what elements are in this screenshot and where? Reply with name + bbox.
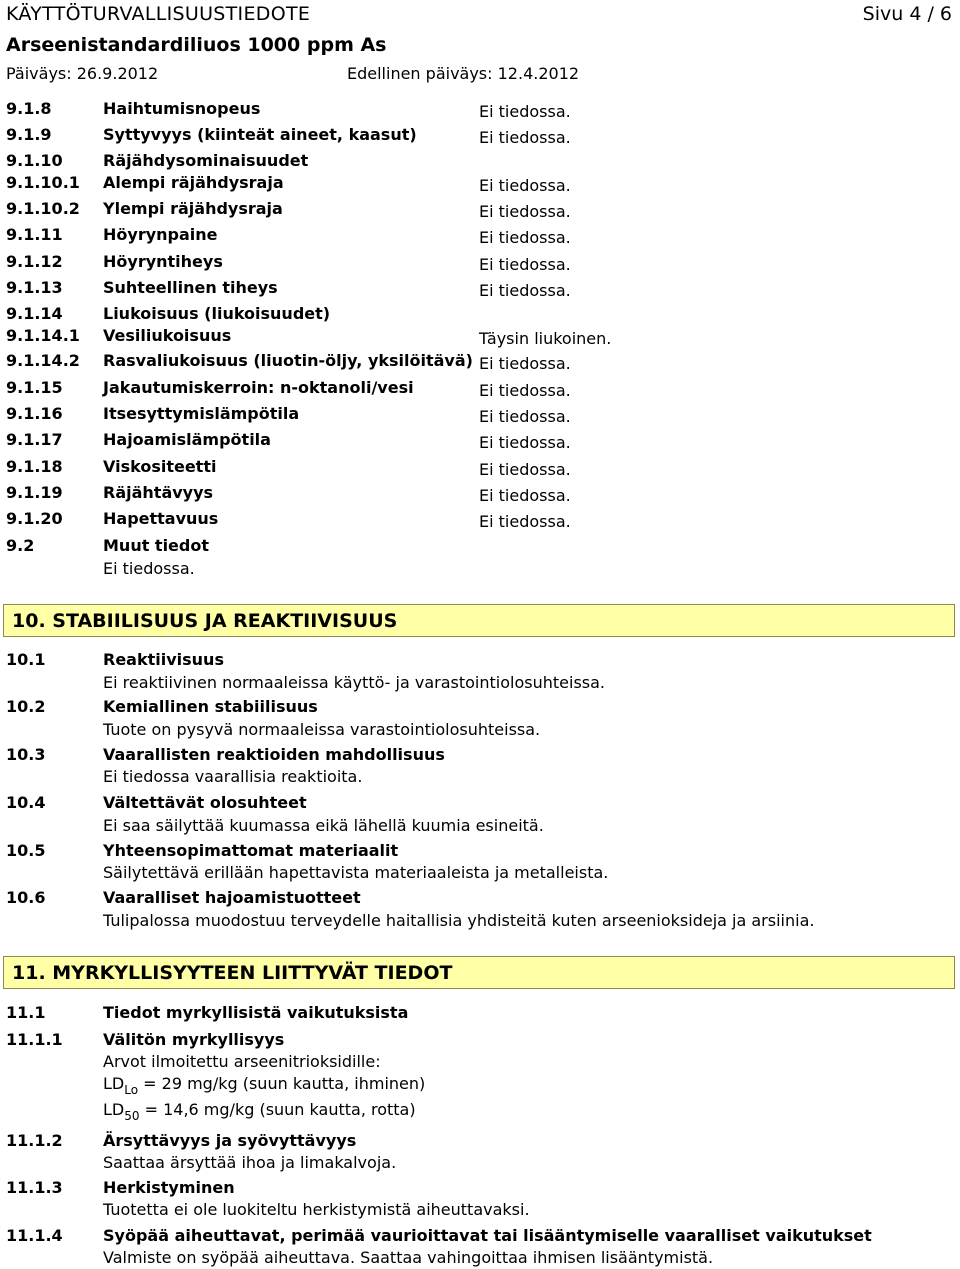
property-label: Hapettavuus: [103, 509, 219, 528]
property-row: [0, 173, 960, 197]
section-11-heading: [3, 956, 955, 989]
property-number: 9.1.18: [6, 457, 63, 476]
subsection-label: Tiedot myrkyllisistä vaikutuksista: [103, 1003, 409, 1022]
ld50-value: [103, 1100, 416, 1123]
subsection-number: 10.4: [6, 793, 46, 812]
property-value: Ei tiedossa.: [479, 354, 571, 373]
property-number: 9.1.12: [6, 252, 63, 271]
subsection-number: 11.1: [6, 1003, 46, 1022]
property-row: [0, 351, 960, 375]
property-row: [0, 99, 960, 123]
property-number: 9.1.8: [6, 99, 52, 118]
property-label: Höyrynpaine: [103, 225, 218, 244]
subsection-row: [0, 745, 960, 769]
subsection-text: Saattaa ärsyttää ihoa ja limakalvoja.: [103, 1153, 397, 1172]
property-row: [0, 536, 960, 560]
property-row: [0, 430, 960, 454]
property-label: Alempi räjähdysraja: [103, 173, 284, 192]
property-number: 9.1.19: [6, 483, 63, 502]
property-number: 9.1.20: [6, 509, 63, 528]
property-label: Vesiliukoisuus: [103, 326, 232, 345]
subsection-number: 11.1.1: [6, 1030, 63, 1049]
subsection-number: 10.3: [6, 745, 46, 764]
property-row: [0, 378, 960, 402]
subsection-text: Valmiste on syöpää aiheuttava. Saattaa vahingoittaa ihmisen lisääntymistä.: [103, 1248, 714, 1267]
property-number: 9.1.10.1: [6, 173, 80, 192]
subsection-row: [0, 1030, 960, 1054]
property-label: Haihtumisnopeus: [103, 99, 261, 118]
property-label: Suhteellinen tiheys: [103, 278, 278, 297]
property-label: Itsesyttymislämpötila: [103, 404, 300, 423]
property-value: Ei tiedossa.: [479, 176, 571, 195]
property-row: [0, 326, 960, 350]
property-label: Räjähtävyys: [103, 483, 214, 502]
ldlo-subscript: Lo: [124, 1083, 139, 1097]
property-number: 9.1.14.2: [6, 351, 80, 370]
property-value: Ei tiedossa.: [479, 486, 571, 505]
ld50-subscript: 50: [124, 1109, 140, 1123]
property-number: 9.1.14: [6, 304, 63, 323]
section-10-title: 10. STABIILISUUS JA REAKTIIVISUUS: [12, 610, 398, 632]
subsection-row: [0, 1178, 960, 1202]
subsection-label: Reaktiivisuus: [103, 650, 224, 669]
property-value: Ei tiedossa.: [479, 381, 571, 400]
subsection-text: Tuotetta ei ole luokiteltu herkistymistä aiheuttavaksi.: [103, 1200, 530, 1219]
subsection-label: Syöpää aiheuttavat, perimää vaurioittavat tai lisääntymiselle vaaralliset vaikutukset: [103, 1226, 872, 1245]
property-value: Ei tiedossa.: [479, 228, 571, 247]
subsection-text: Tuote on pysyvä normaaleissa varastointiolosuhteissa.: [103, 720, 541, 739]
property-label: Jakautumiskerroin: n-oktanoli/vesi: [103, 378, 414, 397]
subsection-text: Ei tiedossa vaarallisia reaktioita.: [103, 767, 363, 786]
ldlo-text: = 29 mg/kg (suun kautta, ihminen): [138, 1074, 426, 1093]
product-name: Arseenistandardiliuos 1000 ppm As: [6, 34, 387, 56]
property-value: Ei tiedossa.: [479, 102, 571, 121]
ld-prefix: LD: [103, 1074, 125, 1093]
subsection-row: [0, 841, 960, 865]
other-info-text: Ei tiedossa.: [103, 559, 195, 578]
subsection-label: Välitön myrkyllisyys: [103, 1030, 285, 1049]
section-10-heading: [3, 604, 955, 637]
property-label: Muut tiedot: [103, 536, 209, 555]
toxicity-intro: Arvot ilmoitettu arseenitrioksidille:: [103, 1052, 381, 1071]
property-number: 9.1.10: [6, 151, 63, 170]
property-value: Täysin liukoinen.: [479, 329, 612, 348]
property-number: 9.1.17: [6, 430, 63, 449]
subsection-number: 11.1.2: [6, 1131, 63, 1150]
subsection-text: Säilytettävä erillään hapettavista materiaaleista ja metalleista.: [103, 863, 609, 882]
property-value: Ei tiedossa.: [479, 255, 571, 274]
ldlo-value: [103, 1074, 426, 1097]
subsection-text: Ei saa säilyttää kuumassa eikä lähellä kuumia esineitä.: [103, 816, 544, 835]
ld50-text: = 14,6 mg/kg (suun kautta, rotta): [139, 1100, 416, 1119]
subsection-number: 10.6: [6, 888, 46, 907]
property-label: Rasvaliukoisuus (liuotin-öljy, yksilöitävä): [103, 351, 473, 370]
property-row: [0, 151, 960, 175]
page-number: Sivu 4 / 6: [862, 3, 952, 25]
subsection-row: [0, 1003, 960, 1027]
property-number: 9.2: [6, 536, 35, 555]
property-label: Ylempi räjähdysraja: [103, 199, 283, 218]
property-label: Viskositeetti: [103, 457, 217, 476]
subsection-row: [0, 888, 960, 912]
property-row: [0, 125, 960, 149]
subsection-label: Vaarallisten reaktioiden mahdollisuus: [103, 745, 445, 764]
property-number: 9.1.10.2: [6, 199, 80, 218]
property-row: [0, 278, 960, 302]
subsection-number: 10.2: [6, 697, 46, 716]
subsection-number: 11.1.3: [6, 1178, 63, 1197]
property-row: [0, 252, 960, 276]
property-row: [0, 457, 960, 481]
property-number: 9.1.11: [6, 225, 63, 244]
property-number: 9.1.9: [6, 125, 52, 144]
property-value: Ei tiedossa.: [479, 460, 571, 479]
subsection-text: Ei reaktiivinen normaaleissa käyttö- ja varastointiolosuhteissa.: [103, 673, 605, 692]
subsection-text: Tulipalossa muodostuu terveydelle haitallisia yhdisteitä kuten arseenioksideja ja arsiinia.: [103, 911, 815, 930]
property-number: 9.1.14.1: [6, 326, 80, 345]
property-label: Syttyvyys (kiinteät aineet, kaasut): [103, 125, 417, 144]
subsection-row: [0, 1131, 960, 1155]
property-label: Liukoisuus (liukoisuudet): [103, 304, 331, 323]
previous-date: Edellinen päiväys: 12.4.2012: [347, 64, 580, 83]
property-value: Ei tiedossa.: [479, 202, 571, 221]
property-row: [0, 404, 960, 428]
issue-date: Päiväys: 26.9.2012: [6, 64, 159, 83]
subsection-number: 11.1.4: [6, 1226, 63, 1245]
subsection-label: Kemiallinen stabiilisuus: [103, 697, 318, 716]
section-11-title: 11. MYRKYLLISYYTEEN LIITTYVÄT TIEDOT: [12, 962, 453, 984]
subsection-number: 10.1: [6, 650, 46, 669]
property-number: 9.1.13: [6, 278, 63, 297]
subsection-row: [0, 650, 960, 674]
subsection-row: [0, 1226, 960, 1250]
property-label: Hajoamislämpötila: [103, 430, 271, 449]
property-number: 9.1.15: [6, 378, 63, 397]
property-row: [0, 199, 960, 223]
property-row: [0, 509, 960, 533]
ld-prefix: LD: [103, 1100, 125, 1119]
property-value: Ei tiedossa.: [479, 433, 571, 452]
property-number: 9.1.16: [6, 404, 63, 423]
property-value: Ei tiedossa.: [479, 512, 571, 531]
document-type-title: KÄYTTÖTURVALLISUUSTIEDOTE: [6, 3, 311, 25]
property-row: [0, 304, 960, 328]
property-row: [0, 483, 960, 507]
property-label: Räjähdysominaisuudet: [103, 151, 309, 170]
subsection-label: Ärsyttävyys ja syövyttävyys: [103, 1131, 357, 1150]
property-value: Ei tiedossa.: [479, 407, 571, 426]
subsection-row: [0, 697, 960, 721]
subsection-number: 10.5: [6, 841, 46, 860]
subsection-label: Yhteensopimattomat materiaalit: [103, 841, 399, 860]
subsection-label: Vältettävät olosuhteet: [103, 793, 307, 812]
property-value: Ei tiedossa.: [479, 128, 571, 147]
subsection-row: [0, 793, 960, 817]
subsection-label: Herkistyminen: [103, 1178, 235, 1197]
property-row: [0, 225, 960, 249]
property-label: Höyryntiheys: [103, 252, 223, 271]
subsection-label: Vaaralliset hajoamistuotteet: [103, 888, 361, 907]
property-value: Ei tiedossa.: [479, 281, 571, 300]
